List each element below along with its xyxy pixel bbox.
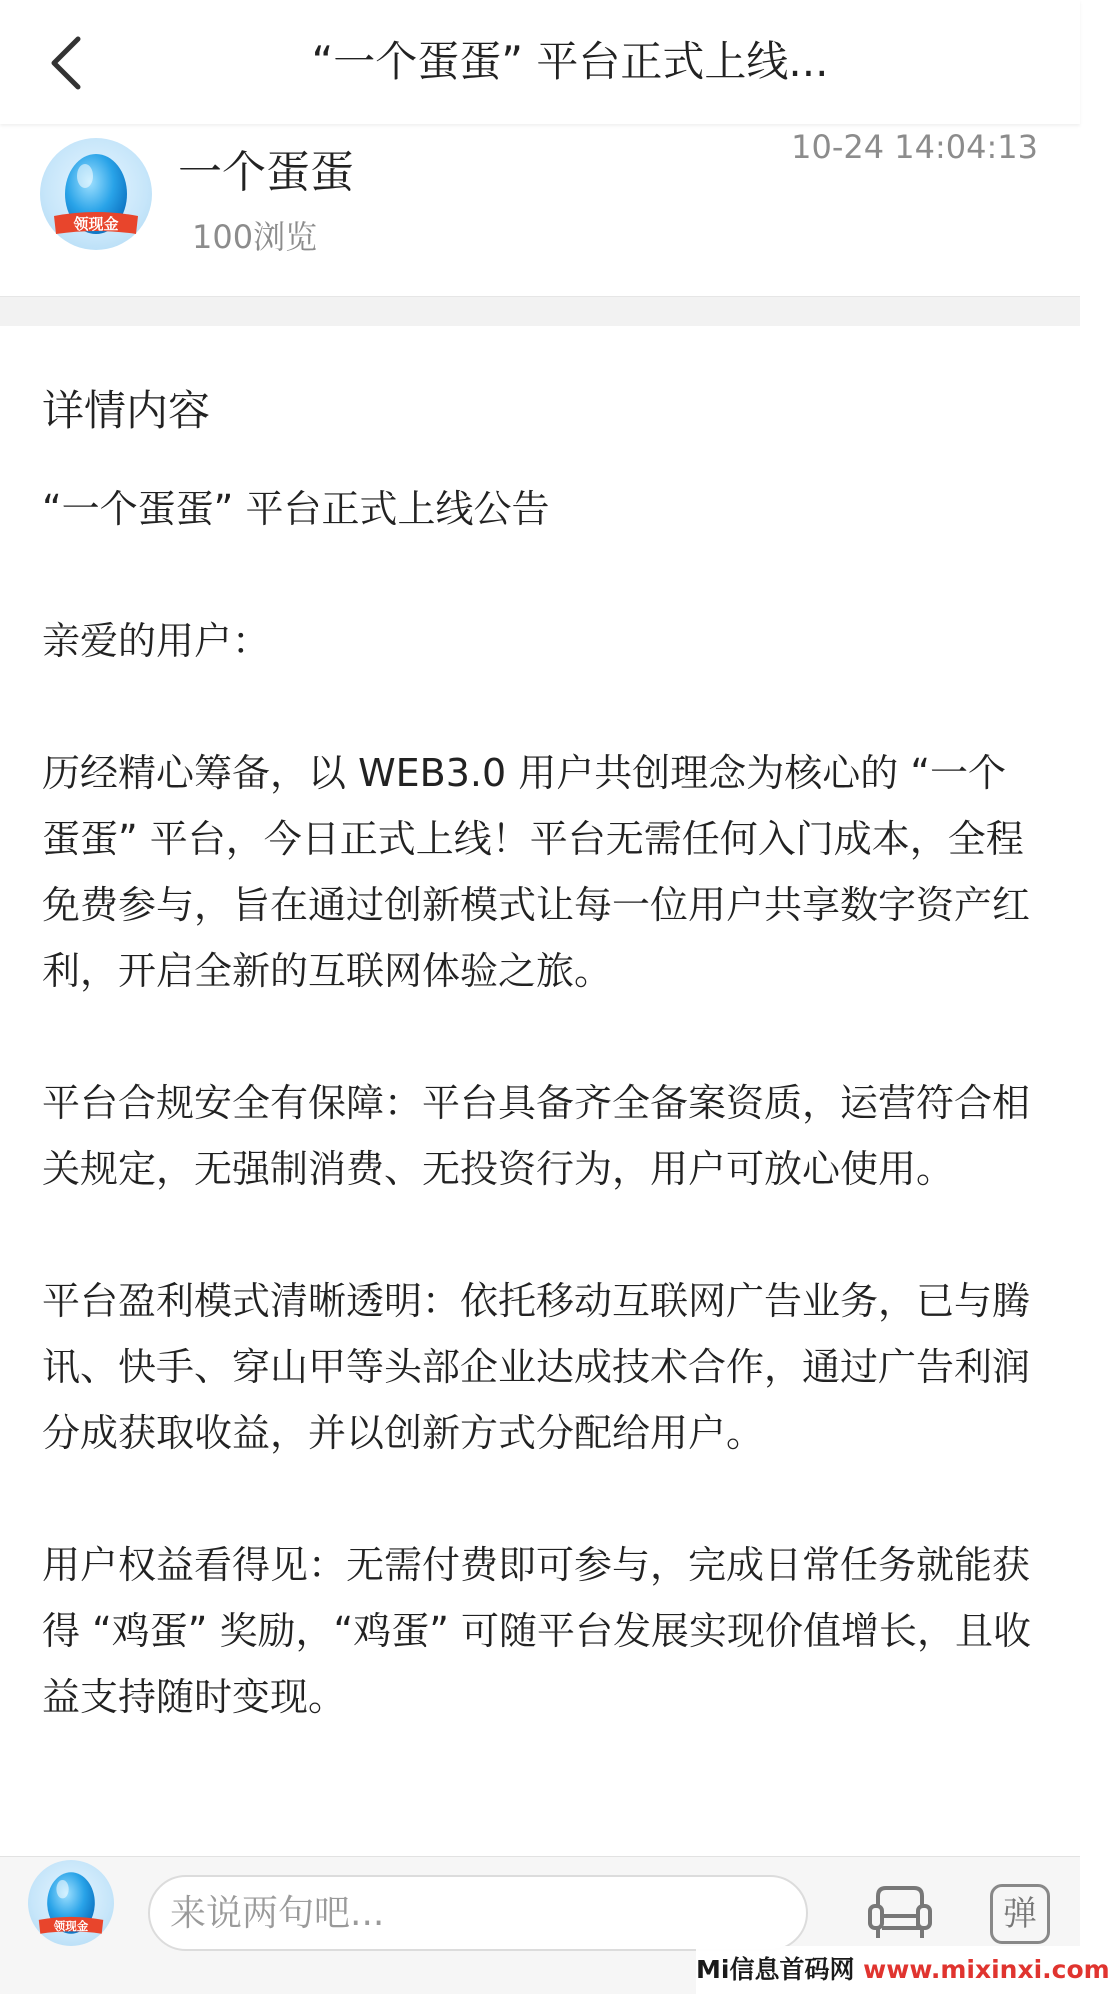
sofa-icon <box>866 1882 934 1942</box>
article-body <box>42 476 1038 1796</box>
chevron-left-icon <box>46 33 86 93</box>
section-divider <box>0 296 1080 326</box>
user-avatar[interactable] <box>28 1860 114 1946</box>
page-title: “一个蛋蛋” 平台正式上线... <box>311 37 829 86</box>
article-paragraph: 历经精心筹备，以 WEB3.0 用户共创理念为核心的 “一个蛋蛋” 平台，今日正式上线！平台无需任何入门成本，全程免费参与，旨在通过创新模式让每一位用户共享数字资产红利，开启全新的互联网体验之旅。 <box>42 751 1031 993</box>
watermark-cn: Mi信息首码网 <box>696 1955 855 1984</box>
watermark-en: www.mixinxi.com <box>863 1955 1110 1984</box>
article-content <box>0 326 1080 1856</box>
view-count: 100浏览 <box>192 218 318 256</box>
article-paragraph: 用户权益看得见：无需付费即可参与，完成日常任务就能获得 “鸡蛋” 奖励，“鸡蛋” 可随平台发展实现价值增长，且收益支持随时变现。 <box>42 1543 1031 1719</box>
egg-logo-icon <box>28 1860 114 1946</box>
article-paragraph: 平台合规安全有保障：平台具备齐全备案资质，运营符合相关规定，无强制消费、无投资行为，用户可放心使用。 <box>42 1081 1031 1191</box>
comment-input[interactable] <box>148 1875 808 1951</box>
danmu-toggle-button[interactable]: 弹 <box>990 1884 1050 1944</box>
section-title: 详情内容 <box>42 386 211 435</box>
author-name[interactable]: 一个蛋蛋 <box>178 147 354 198</box>
article-heading: “一个蛋蛋” 平台正式上线公告 <box>42 487 550 531</box>
watermark <box>696 1946 1110 1994</box>
post-timestamp: 10-24 14:04:13 <box>791 128 1038 166</box>
egg-logo-icon <box>40 138 152 250</box>
article-paragraph: 平台盈利模式清晰透明：依托移动互联网广告业务，已与腾讯、快手、穿山甲等头部企业达成技术合作，通过广告利润分成获取收益，并以创新方式分配给用户。 <box>42 1279 1031 1455</box>
avatar-badge: 领现金 <box>73 215 119 233</box>
article-paragraph: 亲爱的用户： <box>42 619 271 663</box>
top-bar <box>0 0 1080 124</box>
author-avatar[interactable] <box>40 138 152 250</box>
back-button[interactable] <box>38 28 94 98</box>
avatar-badge: 领现金 <box>53 1918 89 1933</box>
sofa-button[interactable] <box>866 1882 934 1942</box>
